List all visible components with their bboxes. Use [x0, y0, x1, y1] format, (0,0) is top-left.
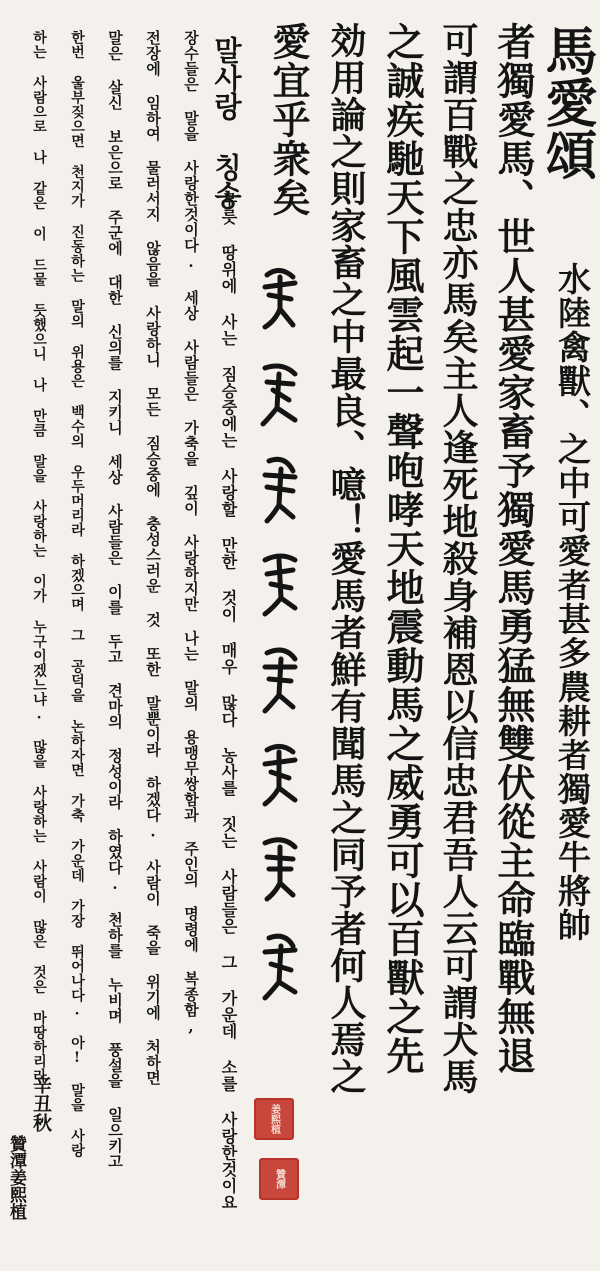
hanzi-column-5: 効用論之則家畜之中最良、噫！愛馬者鮮有聞馬之同予者何人焉之: [325, 22, 367, 1095]
hanzi-column-1: 水陸禽獸、之中可愛者甚多農耕者獨愛牛將帥: [553, 262, 592, 942]
hangul-title: 말사랑 칭송: [210, 36, 243, 209]
horse-glyph-icon: [265, 746, 295, 804]
hanzi-column-2: 者獨愛馬、世人甚愛家畜予獨愛馬勇猛無雙伏從主命臨戰無退: [491, 22, 536, 1075]
horse-glyphs-column: [255, 265, 305, 1035]
hangul-column-1: 무릇 땅위에 사는 짐승중에는 사랑할 만한 것이 매우 많다 농사를 짓는 사람들은 그 가운데 소를 사랑한것이요: [219, 192, 238, 1211]
horse-glyph-icon: [265, 556, 295, 614]
horse-glyph-icon: [265, 936, 295, 998]
horse-glyph-icon: [265, 270, 295, 327]
signature-name: 贊潭姜熙植: [6, 1135, 26, 1220]
hanzi-column-4: 之誠疾馳天下風雲起一聲咆哮天地震動馬之威勇可以百獸之先: [380, 22, 425, 1075]
hanzi-column-3: 可謂百戰之忠亦馬矣主人逢死地殺身補恩以信忠君吾人云可謂犬馬: [437, 22, 479, 1095]
hangul-column-6: 하는 사람으로 나 같은 이 드물 듯했으니 나 만큼 말을 사랑하는 이가 누구이겠느냐. 많을 사랑하는 사람이 많은 것은 마땅하리라: [31, 30, 47, 1083]
seal-stamp-2: 贊潭: [259, 1158, 299, 1200]
hangul-column-4: 말은 살신 보은으로 주군에 대한 신의를 지키니 세상 사람들은 이를 두고 견마의 정성이라 하였다. 천하를 누비며 풍설을 일으키고: [106, 30, 124, 1169]
hangul-column-2: 장수들은 말을 사랑한것이다. 세상 사람들은 가축을 깊이 사랑하지만 나는 말의 용맹무쌍함과 주인의 명령에 복종함,: [182, 30, 200, 1036]
calligraphy-title: 馬愛頌: [536, 24, 597, 180]
horse-glyph-icon: [265, 459, 295, 521]
seal-stamp-1: 姜熙植: [254, 1098, 294, 1140]
signature-date: 辛丑秋: [30, 1075, 52, 1132]
hangul-column-3: 전장에 임하여 물러서지 않음을 사랑하니 모든 짐승중에 충성스러운 것 또한 말뿐이라 하겠다. 사람이 죽을 위기에 처하면: [144, 30, 162, 1086]
hanzi-column-6: 愛宜乎衆矣: [266, 22, 311, 217]
horse-glyph-icon: [263, 366, 295, 424]
horse-glyph-icon: [265, 840, 295, 899]
hangul-column-5: 한번 울부짖으면 천지가 진동하는 말의 위용은 백수의 우두머리라 하겠으며 그 공덕을 논하자면 가축 가운데 가장 뛰어나다. 아! 말을 사랑: [69, 30, 85, 1158]
horse-glyph-icon: [265, 650, 295, 711]
